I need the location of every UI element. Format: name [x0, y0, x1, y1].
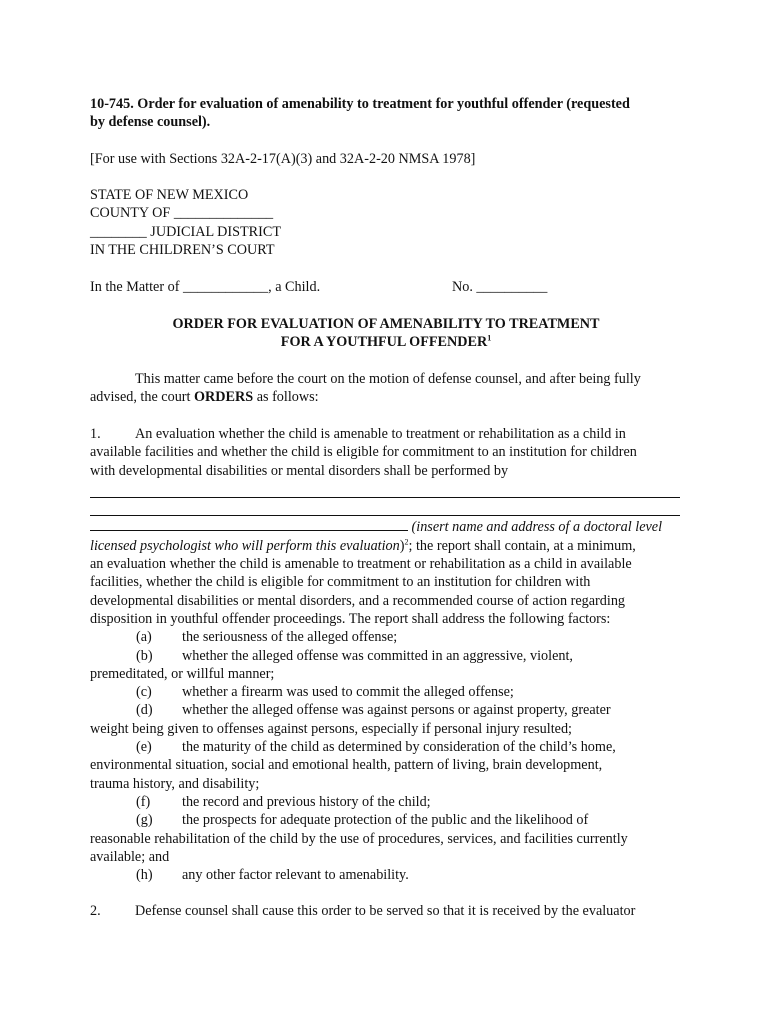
para1-body-line: an evaluation whether the child is amenable to treatment or rehabilitation as a child in available: [90, 556, 632, 573]
intro-paragraph: [90, 370, 682, 407]
case-number: No. __________: [452, 279, 548, 295]
caption-county: COUNTY OF ______________: [90, 205, 274, 222]
para1-body-line: disposition in youthful offender proceedings. The report shall address the following factors:: [90, 610, 611, 627]
case-caption: [90, 186, 682, 259]
para1-line-1: 1. An evaluation whether the child is amenable to treatment or rehabilitation as a child in: [90, 426, 626, 442]
factor-c: (c) whether a firearm was used to commit the alleged offense;: [136, 684, 514, 701]
factor-e: (e) the maturity of the child as determined by consideration of the child’s home,: [136, 739, 616, 756]
factor-g: (g) the prospects for adequate protection of the public and the likelihood of: [136, 812, 589, 829]
factor-e-cont: trauma history, and disability;: [90, 775, 260, 792]
paragraph-2: [90, 902, 682, 920]
heading-line-2: by defense counsel).: [90, 114, 211, 131]
use-note: [For use with Sections 32A-2-17(A)(3) and 32A-2-20 NMSA 1978]: [90, 151, 476, 167]
matter-child: In the Matter of ____________, a Child.: [90, 279, 321, 295]
factor-b: (b) whether the alleged offense was committed in an aggressive, violent,: [136, 647, 573, 664]
factor-b-cont: premeditated, or willful manner;: [90, 665, 275, 682]
factor-g-cont: reasonable rehabilitation of the child by the use of procedures, services, and facilities currently: [90, 830, 628, 847]
caption-state: STATE OF NEW MEXICO: [90, 187, 249, 203]
title-line-1: ORDER FOR EVALUATION OF AMENABILITY TO TREATMENT: [172, 316, 600, 332]
para1-body-line: facilities, whether the child is eligible for commitment to an institution for children with: [90, 574, 591, 591]
factor-d-cont: weight being given to offenses against persons, especially if personal injury resulted;: [90, 720, 572, 737]
para1-insert-line-2: licensed psychologist who will perform this evaluation)$^2$; the report shall contain, at a minimum,: [90, 537, 636, 554]
matter-line: [90, 278, 682, 296]
intro-line-1: This matter came before the court on the motion of defense counsel, and after being fully: [135, 371, 641, 387]
evaluator-blank-line-2[interactable]: [90, 498, 680, 516]
para1-number: 1.: [90, 426, 101, 442]
para1-line-2: available facilities and whether the child is eligible for commitment to an institution for children: [90, 444, 637, 461]
footnote-ref-2: 2: [404, 537, 409, 547]
factor-f: (f) the record and previous history of the child;: [136, 793, 431, 810]
paragraph-1: [90, 425, 682, 884]
rule-heading: [90, 95, 682, 132]
para1-insert-line: (insert name and address of a doctoral level: [90, 516, 682, 536]
factor-h: (h) any other factor relevant to amenability.: [136, 867, 409, 884]
footnote-ref-1: 1: [487, 333, 492, 343]
title-line-2: FOR A YOUTHFUL OFFENDER$^1$: [280, 333, 492, 351]
factor-d: (d) whether the alleged offense was against persons or against property, greater: [136, 702, 611, 719]
factor-e-cont: environmental situation, social and emotional health, pattern of living, brain development,: [90, 757, 603, 774]
para2-number: 2.: [90, 903, 101, 919]
para1-line-3: with developmental disabilities or mental disorders shall be performed by: [90, 462, 509, 479]
caption-district: ________ JUDICIAL DISTRICT: [90, 223, 281, 240]
intro-line-2: advised, the court ORDERS as follows:: [90, 389, 319, 406]
evaluator-blank-line-3[interactable]: [90, 516, 408, 531]
para1-body-line: developmental disabilities or mental disorders, and a recommended course of action regarding: [90, 592, 626, 609]
para2-line-1: 2. Defense counsel shall cause this order to be served so that it is received by the evaluator: [90, 903, 636, 919]
caption-court: IN THE CHILDREN’S COURT: [90, 241, 275, 258]
factor-a: (a) the seriousness of the alleged offense;: [136, 629, 398, 646]
evaluator-blank-line-1[interactable]: [90, 480, 680, 498]
heading-line-1: 10-745. Order for evaluation of amenability to treatment for youthful offender (requested: [90, 96, 630, 112]
factor-g-cont: available; and: [90, 848, 170, 865]
order-title: [90, 315, 682, 352]
